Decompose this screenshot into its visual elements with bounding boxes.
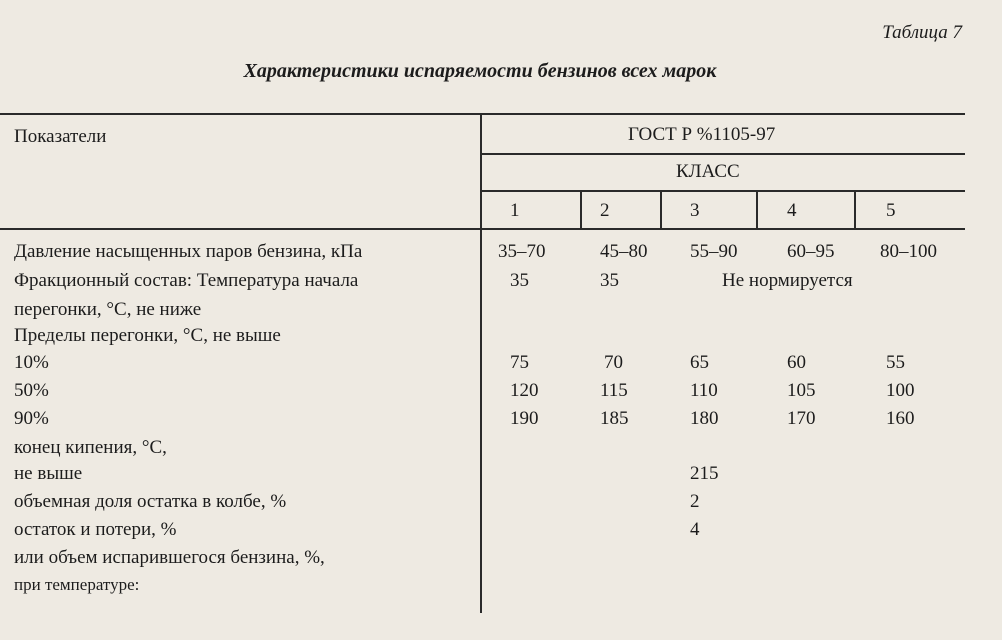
cell-value: 120: [510, 380, 539, 401]
row-label-50: 50%: [14, 380, 49, 401]
cell-value: 100: [886, 380, 915, 401]
cell-value: 215: [690, 463, 719, 484]
cell-value: 35: [510, 270, 529, 291]
cell-value: 80–100: [880, 241, 937, 262]
class-divider-2: [660, 190, 662, 228]
cell-value: 190: [510, 408, 539, 429]
cell-value: 170: [787, 408, 816, 429]
cell-value: 4: [690, 519, 700, 540]
cell-value: 110: [690, 380, 718, 401]
standard-rule: [482, 153, 965, 155]
cell-value: 2: [690, 491, 700, 512]
class-number: 3: [690, 200, 700, 221]
table-title: Характеристики испаряемости бензинов всех марок: [243, 60, 717, 82]
cell-value: 185: [600, 408, 629, 429]
class-number: 4: [787, 200, 797, 221]
cell-value: 105: [787, 380, 816, 401]
column-divider: [480, 113, 482, 613]
not-regulated-note: Не нормируется: [722, 270, 853, 291]
cell-value: 65: [690, 352, 709, 373]
cell-value: 35–70: [498, 241, 546, 262]
table-top-rule: [0, 113, 965, 115]
cell-value: 60: [787, 352, 806, 373]
cell-value: 160: [886, 408, 915, 429]
row-label-90: 90%: [14, 408, 49, 429]
class-divider-4: [854, 190, 856, 228]
standard-header: ГОСТ Р %1105-97: [628, 124, 776, 145]
header-bottom-rule: [0, 228, 965, 230]
cell-value: 55–90: [690, 241, 738, 262]
class-divider-3: [756, 190, 758, 228]
row-label-10: 10%: [14, 352, 49, 373]
row-label-pressure: Давление насыщенных паров бензина, кПа: [14, 241, 363, 262]
cell-value: 55: [886, 352, 905, 373]
class-header: КЛАСС: [676, 161, 740, 182]
cell-value: 180: [690, 408, 719, 429]
row-label-fraction-cont: перегонки, °С, не ниже: [14, 299, 202, 320]
class-number: 2: [600, 200, 610, 221]
class-number: 1: [510, 200, 520, 221]
row-label-limits: Пределы перегонки, °С, не выше: [14, 325, 281, 346]
class-divider-1: [580, 190, 582, 228]
row-label-fraction: Фракционный состав: Температура начала: [14, 270, 359, 291]
cell-value: 60–95: [787, 241, 835, 262]
row-label-end-boil: конец кипения, °С,: [14, 437, 167, 458]
row-label-evaporated: или объем испарившегося бензина, %,: [14, 547, 325, 568]
cell-value: 70: [604, 352, 623, 373]
cell-value: 75: [510, 352, 529, 373]
indicators-header: Показатели: [14, 126, 107, 147]
cell-value: 45–80: [600, 241, 648, 262]
row-label-residue-flask: объемная доля остатка в колбе, %: [14, 491, 287, 512]
class-number: 5: [886, 200, 896, 221]
row-label-not-above: не выше: [14, 463, 83, 484]
row-label-at-temp: при температуре:: [14, 575, 140, 594]
cell-value: 35: [600, 270, 619, 291]
row-label-residue-loss: остаток и потери, %: [14, 519, 177, 540]
cell-value: 115: [600, 380, 628, 401]
table-caption: Таблица 7: [882, 22, 962, 43]
class-rule: [482, 190, 965, 192]
